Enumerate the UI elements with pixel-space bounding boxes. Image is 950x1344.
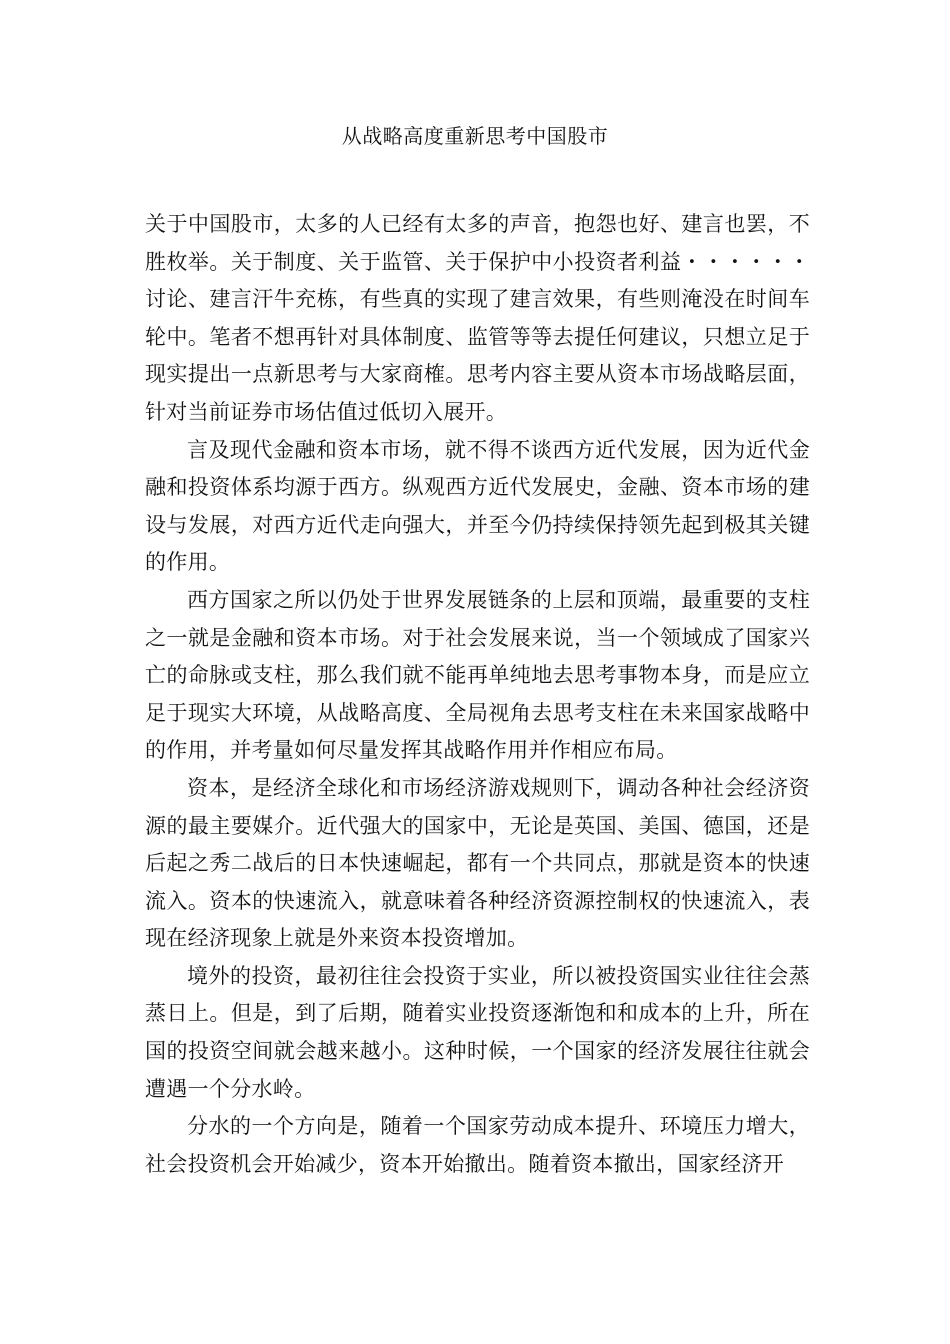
paragraph-5: 境外的投资，最初往往会投资于实业，所以被投资国实业往往会蒸蒸日上。但是，到了后期，随着实业投资逐渐饱和和成本的上升，所在国的投资空间就会越来越小。这种时候，一个国家的经济发展往往就会遭遇一个分水岭。 bbox=[145, 963, 810, 1101]
paragraph-6: 分水的一个方向是，随着一个国家劳动成本提升、环境压力增大，社会投资机会开始减少，资本开始撤出。随着资本撤出，国家经济开 bbox=[145, 1114, 810, 1176]
document-body bbox=[145, 206, 810, 1183]
paragraph-4: 资本，是经济全球化和市场经济游戏规则下，调动各种社会经济资源的最主要媒介。近代强大的国家中，无论是英国、美国、德国，还是后起之秀二战后的日本快速崛起，都有一个共同点，那就是资本的快速流入。资本的快速流入，就意味着各种经济资源控制权的快速流入，表现在经济现象上就是外来资本投资增加。 bbox=[145, 775, 810, 951]
paragraph-1: 关于中国股市，太多的人已经有太多的声音，抱怨也好、建言也罢，不胜枚举。关于制度、关于监管、关于保护中小投资者利益・・・・・・讨论、建言汗牛充栋，有些真的实现了建言效果，有些则淹没在时间车轮中。笔者不想再针对具体制度、监管等等去提任何建议，只想立足于现实提出一点新思考与大家商榷。思考内容主要从资本市场战略层面，针对当前证券市场估值过低切入展开。 bbox=[145, 212, 810, 424]
paragraph-2: 言及现代金融和资本市场，就不得不谈西方近代发展，因为近代金融和投资体系均源于西方。纵观西方近代发展史，金融、资本市场的建设与发展，对西方近代走向强大，并至今仍持续保持领先起到极其关键的作用。 bbox=[145, 437, 810, 575]
document-title: 从战略高度重新思考中国股市 bbox=[341, 124, 609, 148]
paragraph-3: 西方国家之所以仍处于世界发展链条的上层和顶端，最重要的支柱之一就是金融和资本市场。对于社会发展来说，当一个领域成了国家兴亡的命脉或支柱，那么我们就不能再单纯地去思考事物本身，而是应立足于现实大环境，从战略高度、全局视角去思考支柱在未来国家战略中的作用，并考量如何尽量发挥其战略作用并作相应布局。 bbox=[145, 587, 810, 763]
